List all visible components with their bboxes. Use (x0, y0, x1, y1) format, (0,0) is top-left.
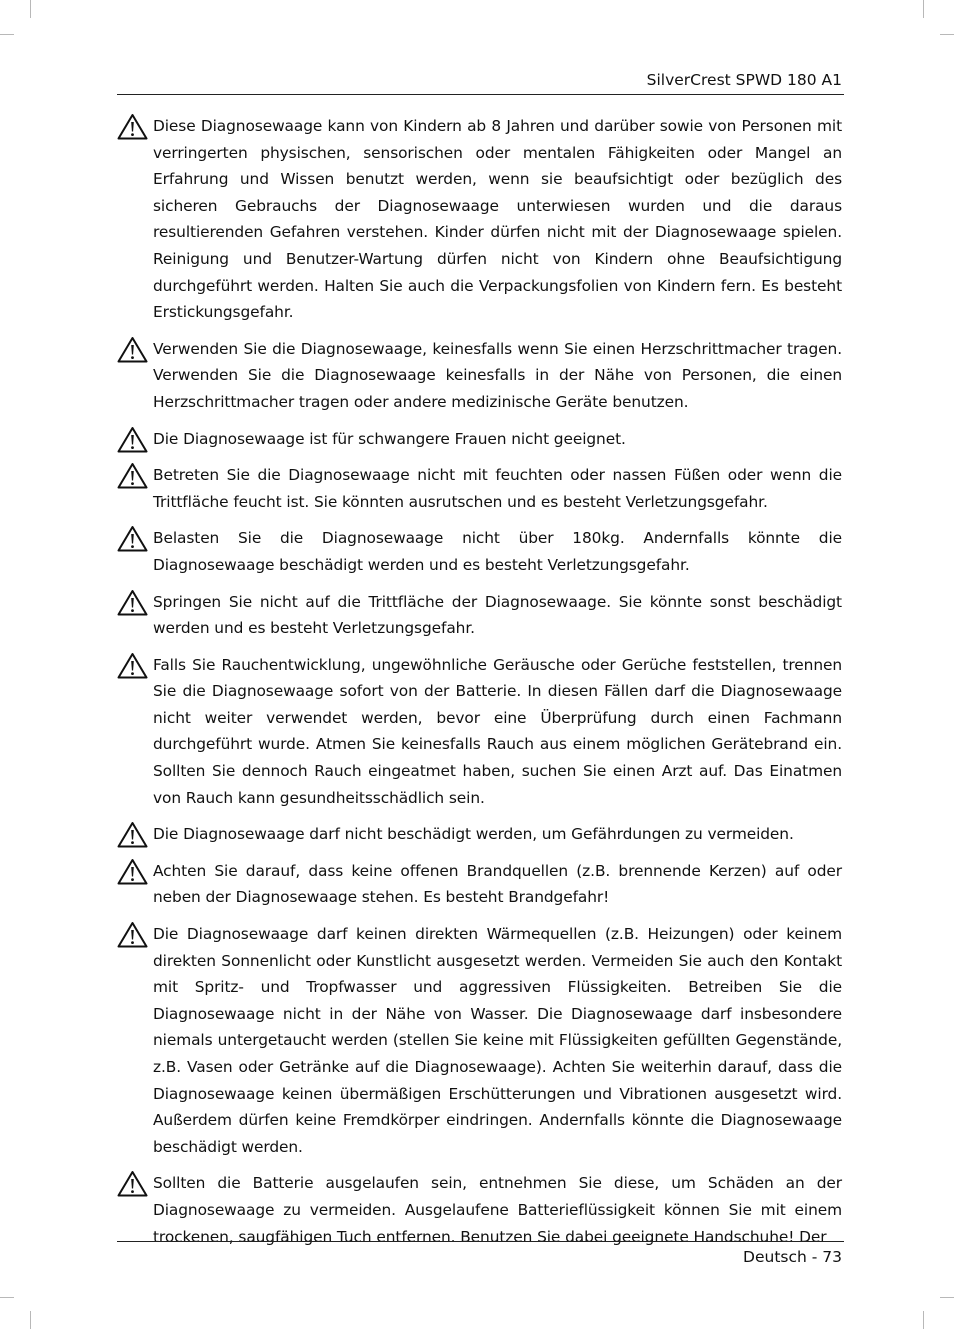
page-footer (117, 1241, 844, 1266)
warning-text: Diese Diagnosewaage kann von Kindern ab 8 Jahren und darüber sowie von Personen mit verringerten physischen, sensorischen oder mentalen Fähigkeiten oder Mangel an Erfahrung und Wissen benutzt werden, wenn sie beaufsichtigt oder bezüglich des sicheren Gebrauchs der Diagnosewaage unterwiesen wurden und die daraus resultierenden Gefahren verstehen. Kinder dürfen nicht mit der Diagnosewaage spielen. Reinigung und Benutzer-Wartung dürfen nicht von Kindern ohne Beaufsichtigung durchgeführt werden. Halten Sie auch die Verpackungsfolien von Kindern fern. Es besteht Erstickungsgefahr. (153, 117, 842, 322)
crop-mark (30, 0, 31, 18)
warning-triangle-icon (117, 652, 148, 679)
warning-item (117, 821, 842, 848)
warning-text: Achten Sie darauf, dass keine offenen Brandquellen (z.B. brennende Kerzen) auf oder neben der Diagnosewaage stehen. Es besteht Brandgefahr! (153, 861, 842, 907)
header-title: SilverCrest SPWD 180 A1 (646, 71, 842, 89)
warning-item (117, 336, 842, 416)
warning-text: Belasten Sie die Diagnosewaage nicht über 180kg. Andernfalls könnte die Diagnosewaage beschädigt werden und es besteht Verletzungsgefahr. (153, 529, 842, 574)
warning-item (117, 858, 842, 911)
warning-text: Sollten die Batterie ausgelaufen sein, entnehmen Sie diese, um Schäden an der Diagnosewaage zu vermeiden. Ausgelaufene Batterieflüssigkeit können Sie mit einem trockenen, saugfähigen Tuch entfernen. Benutzen Sie dabei geeignete Handschuhe! Der (153, 1174, 842, 1246)
warning-text: Falls Sie Rauchentwicklung, ungewöhnliche Geräusche oder Gerüche feststellen, trennen Sie die Diagnosewaage sofort von der Batterie. In diesen Fällen darf die Diagnosewaage nicht weiter verwendet werden, bevor eine Überprüfung durch einen Fachmann durchgeführt wurde. Atmen Sie keinesfalls Rauch aus einem möglichen Gerätebrand ein. Sollten Sie dennoch Rauch eingeatmet haben, suchen Sie einen Arzt auf. Das Einatmen von Rauch kann gesundheitsschädlich sein. (153, 655, 842, 807)
warning-triangle-icon (117, 336, 148, 363)
warning-triangle-icon (117, 113, 148, 140)
warning-text: Springen Sie nicht auf die Trittfläche der Diagnosewaage. Sie könnte sonst beschädigt werden und es besteht Verletzungsgefahr. (153, 592, 842, 638)
warning-text: Verwenden Sie die Diagnosewaage, keinesfalls wenn Sie einen Herzschrittmacher tragen. Verwenden Sie die Diagnosewaage keinesfalls in der Nähe von Personen, die einen Herzschrittmacher tragen oder andere medizinische Geräte benutzen. (153, 339, 842, 411)
warning-triangle-icon (117, 426, 148, 453)
warning-list (117, 113, 842, 1260)
crop-mark (940, 34, 954, 35)
warning-item (117, 589, 842, 642)
warning-item (117, 113, 842, 326)
crop-mark (923, 1311, 924, 1329)
crop-mark (923, 0, 924, 18)
warning-item (117, 462, 842, 515)
warning-text: Die Diagnosewaage darf keinen direkten Wärmequellen (z.B. Heizungen) oder keinem direkten Sonnenlicht oder Kunstlicht ausgesetzt werden. Vermeiden Sie auch den Kontakt mit Spritz- und Tropfwasser und aggressiven Flüssigkeiten. Betreiben Sie die Diagnosewaage nicht in der Nähe von Wasser. Die Diagnosewaage darf insbesondere niemals untergetaucht werden (stellen Sie keine mit Flüssigkeiten gefüllten Gegenstände, z.B. Vasen oder Getränke auf die Diagnosewaage). Achten Sie weiterhin darauf, dass die Diagnosewaage keinen übermäßigen Erschütterungen und Vibrationen ausgesetzt wird. Außerdem dürfen keine Fremdkörper eindringen. Andernfalls könnte die Diagnosewaage beschädigt werden. (153, 925, 842, 1156)
warning-text: Die Diagnosewaage ist für schwangere Frauen nicht geeignet. (153, 429, 626, 448)
crop-mark (0, 1297, 14, 1298)
crop-mark (940, 1297, 954, 1298)
warning-item (117, 525, 842, 578)
warning-item (117, 1170, 842, 1250)
page-number: Deutsch - 73 (743, 1248, 842, 1266)
crop-mark (0, 34, 14, 35)
page-header (117, 70, 844, 95)
warning-item (117, 426, 842, 453)
warning-text: Die Diagnosewaage darf nicht beschädigt werden, um Gefährdungen zu vermeiden. (153, 825, 794, 844)
warning-triangle-icon (117, 921, 148, 948)
warning-text: Betreten Sie die Diagnosewaage nicht mit feuchten oder nassen Füßen oder wenn die Trittfläche feucht ist. Sie könnten ausrutschen und es besteht Verletzungsgefahr. (153, 466, 842, 511)
warning-triangle-icon (117, 1170, 148, 1197)
warning-item (117, 652, 842, 812)
warning-triangle-icon (117, 858, 148, 885)
warning-item (117, 921, 842, 1160)
warning-triangle-icon (117, 525, 148, 552)
warning-triangle-icon (117, 821, 148, 848)
crop-mark (30, 1311, 31, 1329)
warning-triangle-icon (117, 589, 148, 616)
warning-triangle-icon (117, 462, 148, 489)
